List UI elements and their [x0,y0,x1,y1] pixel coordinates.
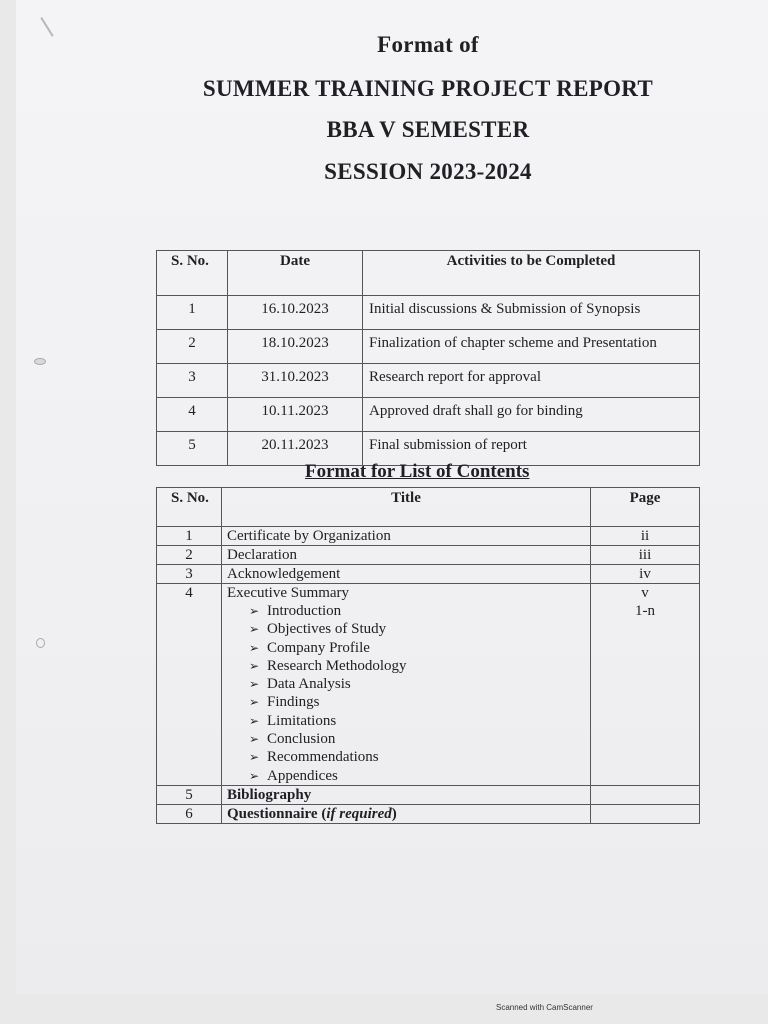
cell-date: 31.10.2023 [228,364,363,398]
list-item [249,748,586,766]
questionnaire-label: Questionnaire ( [227,805,327,822]
sub-item-label: Findings [267,694,320,711]
cell-sno: 2 [157,330,228,364]
activities-table [156,250,700,466]
cell-sno: 1 [157,296,228,330]
arrow-bullet-icon: ➢ [249,640,260,655]
arrow-bullet-icon: ➢ [249,732,260,747]
cell-date: 20.11.2023 [228,432,363,466]
cell-activity: Research report for approval [363,364,700,398]
cell-date: 18.10.2023 [228,330,363,364]
cell-sno: 3 [157,565,222,584]
header-title: Title [222,488,591,527]
cell-page [591,584,700,786]
cell-date: 10.11.2023 [228,398,363,432]
cell-sno: 2 [157,546,222,565]
cell-activity: Initial discussions & Submission of Synopsis [363,296,700,330]
arrow-bullet-icon: ➢ [249,750,260,765]
table-row [157,804,700,823]
scanner-watermark: Scanned with CamScanner [496,1003,593,1012]
cell-sno: 3 [157,364,228,398]
page-value: v [641,585,649,601]
cell-title: Bibliography [222,785,591,804]
arrow-bullet-icon: ➢ [249,622,260,637]
arrow-bullet-icon: ➢ [249,604,260,618]
table-row [157,398,700,432]
heading-format-of: Format of [377,32,479,57]
table-header-row [157,488,700,527]
sub-item-label: Limitations [267,712,337,729]
questionnaire-close: ) [391,805,397,822]
sub-item-label: Data Analysis [267,676,351,693]
list-item [249,639,586,657]
cell-title: Declaration [222,546,591,565]
arrow-bullet-icon: ➢ [249,768,260,783]
table-header-row [157,251,700,296]
page-range: 1-n [635,603,655,619]
arrow-bullet-icon: ➢ [249,695,260,710]
list-item [249,693,586,711]
table-row [157,527,700,546]
list-item [249,620,586,638]
table-row [157,565,700,584]
cell-title: Acknowledgement [222,565,591,584]
executive-summary-sub-list [227,602,586,785]
cell-page: iii [591,546,700,565]
list-item [249,675,586,693]
sub-item-label: Introduction [267,603,342,619]
header-date: Date [228,251,363,296]
arrow-bullet-icon: ➢ [249,713,260,728]
cell-sno: 1 [157,527,222,546]
cell-sno: 4 [157,584,222,786]
sub-item-label: Research Methodology [267,657,407,674]
cell-title-executive-summary [222,584,591,786]
table-row [157,785,700,804]
table-row [157,296,700,330]
punch-hole [36,638,45,648]
cell-activity: Finalization of chapter scheme and Presentation [363,330,700,364]
contents-table [156,487,700,824]
cell-sno: 5 [157,432,228,466]
cell-sno: 6 [157,804,222,823]
table-row [157,546,700,565]
cell-title [222,804,591,823]
header-page: Page [591,488,700,527]
header-activity: Activities to be Completed [363,251,700,296]
cell-date: 16.10.2023 [228,296,363,330]
cell-title: Certificate by Organization [222,527,591,546]
list-item [249,730,586,748]
cell-activity: Approved draft shall go for binding [363,398,700,432]
sub-item-label: Appendices [267,767,338,784]
heading-session: SESSION 2023-2024 [324,159,532,184]
table-row [157,584,700,786]
cell-page: ii [591,527,700,546]
sub-item-label: Company Profile [267,639,370,656]
table-row [157,330,700,364]
questionnaire-note: if required [326,805,392,822]
cell-activity: Final submission of report [363,432,700,466]
cell-sno: 5 [157,785,222,804]
cell-page: iv [591,565,700,584]
header-sno: S. No. [157,488,222,527]
heading-report-title: SUMMER TRAINING PROJECT REPORT [202,76,654,101]
arrow-bullet-icon: ➢ [249,677,260,692]
list-item [249,602,586,620]
executive-summary-label: Executive Summary [227,585,350,601]
header-sno: S. No. [157,251,228,296]
list-item [249,657,586,675]
sub-item-label: Recommendations [267,749,379,766]
sub-item-label: Objectives of Study [267,621,387,638]
table-row [157,364,700,398]
cell-page [591,785,700,804]
punch-hole [34,358,46,365]
list-item [249,767,586,785]
list-item [249,712,586,730]
arrow-bullet-icon: ➢ [249,658,260,673]
sub-item-label: Conclusion [267,731,336,748]
heading-semester: BBA V SEMESTER [326,117,530,142]
contents-section-title: Format for List of Contents [305,461,530,482]
cell-sno: 4 [157,398,228,432]
cell-page [591,804,700,823]
